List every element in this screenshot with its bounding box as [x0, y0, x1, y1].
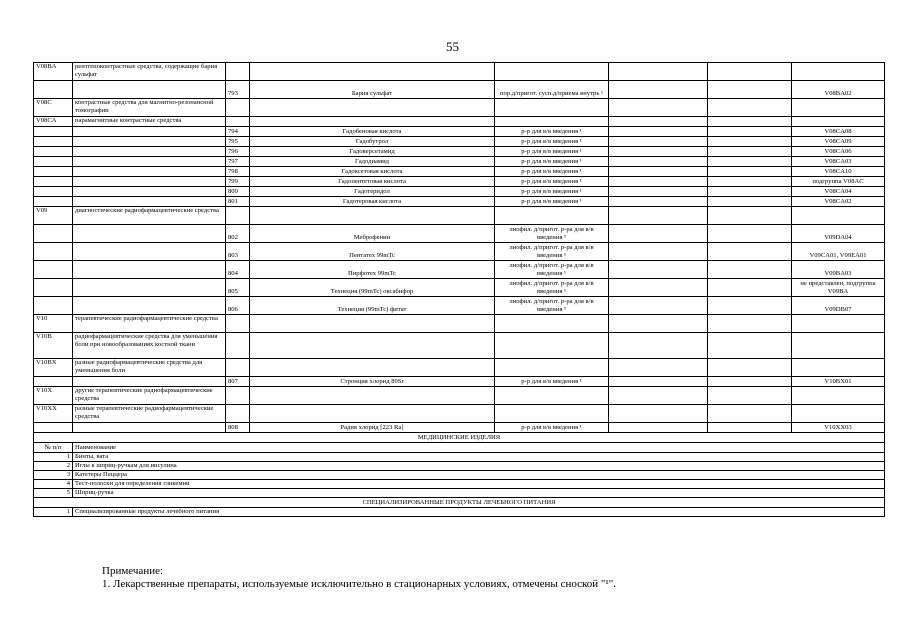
group-name-cell: контрастные средства для магнитно-резонансной томографии [73, 99, 226, 117]
empty-cell [609, 167, 708, 177]
empty-cell [708, 207, 792, 225]
table-row [34, 225, 885, 243]
dosage-form-cell [495, 63, 609, 81]
empty-cell [609, 117, 708, 127]
empty-cell [609, 387, 708, 405]
empty-cell [609, 147, 708, 157]
empty-cell [609, 297, 708, 315]
empty-cell [708, 261, 792, 279]
table-row [34, 187, 885, 197]
nutrition-name-cell: Специализированные продукты лечебного питания [73, 508, 885, 517]
group-name-cell [73, 297, 226, 315]
devices-title: МЕДИЦИНСКИЕ ИЗДЕЛИЯ [34, 433, 885, 443]
atc-code-cell: V10BX [34, 359, 73, 377]
dosage-form-cell [495, 333, 609, 359]
empty-cell [609, 137, 708, 147]
atc-subcode-cell: V08CA03 [792, 157, 885, 167]
drug-name-cell [250, 207, 495, 225]
empty-cell [609, 279, 708, 297]
atc-subcode-cell: не представлен, подгруппа V09BA [792, 279, 885, 297]
atc-code-cell [34, 127, 73, 137]
atc-subcode-cell [792, 63, 885, 81]
atc-code-cell [34, 243, 73, 261]
row-number-cell: 794 [226, 127, 250, 137]
atc-subcode-cell: V08CA04 [792, 187, 885, 197]
atc-subcode-cell: V08CA08 [792, 127, 885, 137]
group-name-cell [73, 261, 226, 279]
atc-code-cell [34, 157, 73, 167]
dosage-form-cell: лиофил. д/пригот. р-ра для в/в введения ¹ [495, 297, 609, 315]
row-number-cell: 796 [226, 147, 250, 157]
empty-cell [609, 187, 708, 197]
row-number-cell: 795 [226, 137, 250, 147]
atc-code-cell [34, 423, 73, 433]
atc-subcode-cell: подгруппа V08AC [792, 177, 885, 187]
atc-code-cell [34, 167, 73, 177]
dosage-form-cell: р-р для в/в введения ¹ [495, 127, 609, 137]
atc-code-cell: V08BA [34, 63, 73, 81]
row-number-cell [226, 387, 250, 405]
empty-cell [708, 377, 792, 387]
atc-subcode-cell: V08CA10 [792, 167, 885, 177]
device-name-cell: Иглы к шприц-ручкам для инсулина [73, 462, 885, 471]
empty-cell [609, 81, 708, 99]
atc-subcode-cell [792, 207, 885, 225]
table-row [34, 99, 885, 117]
empty-cell [708, 225, 792, 243]
drug-name-cell: Радия хлорид [223 Ra] [250, 423, 495, 433]
drug-table [33, 62, 885, 517]
drug-name-cell [250, 359, 495, 377]
table-row [34, 63, 885, 81]
group-name-cell: терапевтические радиофармацевтические средства [73, 315, 226, 333]
dosage-form-cell: р-р для в/в введения ¹ [495, 177, 609, 187]
group-name-cell [73, 225, 226, 243]
dosage-form-cell: лиофил. д/пригот. р-ра для в/в введения ¹ [495, 243, 609, 261]
page-number: 55 [446, 39, 459, 54]
table-row [34, 489, 885, 498]
atc-subcode-cell: V09DB07 [792, 297, 885, 315]
device-number-cell: 2 [34, 462, 73, 471]
device-number-cell: 3 [34, 471, 73, 480]
empty-cell [708, 63, 792, 81]
empty-cell [609, 315, 708, 333]
table-row [34, 279, 885, 297]
empty-cell [609, 207, 708, 225]
table-row [34, 167, 885, 177]
dosage-form-cell [495, 117, 609, 127]
empty-cell [708, 127, 792, 137]
drug-name-cell [250, 405, 495, 423]
dosage-form-cell: р-р для в/в введения ¹ [495, 167, 609, 177]
row-number-cell [226, 117, 250, 127]
empty-cell [609, 177, 708, 187]
devices-col-name: Наименование [73, 443, 885, 453]
table-row [34, 197, 885, 207]
dosage-form-cell [495, 207, 609, 225]
dosage-form-cell [495, 387, 609, 405]
empty-cell [708, 167, 792, 177]
group-name-cell: парамагнитные контрастные средства [73, 117, 226, 127]
empty-cell [609, 157, 708, 167]
atc-subcode-cell: V08BA02 [792, 81, 885, 99]
note-text: 1. Лекарственные препараты, используемые исключительно в стационарных условиях, отмечены сноской "¹". [102, 578, 616, 590]
atc-code-cell [34, 225, 73, 243]
empty-cell [708, 297, 792, 315]
row-number-cell [226, 333, 250, 359]
drug-name-cell: Гадопентетовая кислота [250, 177, 495, 187]
empty-cell [609, 127, 708, 137]
group-name-cell [73, 81, 226, 99]
dosage-form-cell: р-р для в/в введения ¹ [495, 197, 609, 207]
drug-name-cell [250, 99, 495, 117]
drug-name-cell: Гадодиамид [250, 157, 495, 167]
group-name-cell: другие терапевтические радиофармацевтические средства [73, 387, 226, 405]
device-number-cell: 4 [34, 480, 73, 489]
empty-cell [609, 197, 708, 207]
drug-name-cell: Стронция хлорид 89Sr [250, 377, 495, 387]
row-number-cell: 802 [226, 225, 250, 243]
group-name-cell [73, 137, 226, 147]
empty-cell [609, 333, 708, 359]
atc-subcode-cell: V08CA06 [792, 147, 885, 157]
empty-cell [708, 243, 792, 261]
atc-subcode-cell: V10XX03 [792, 423, 885, 433]
table-row [34, 480, 885, 489]
drug-name-cell [250, 387, 495, 405]
group-name-cell [73, 177, 226, 187]
atc-code-cell [34, 177, 73, 187]
drug-name-cell: Пирфотех 99mTc [250, 261, 495, 279]
table-row [34, 243, 885, 261]
table-row [34, 207, 885, 225]
table-row [34, 387, 885, 405]
atc-code-cell [34, 81, 73, 99]
drug-name-cell: Гадотеридол [250, 187, 495, 197]
nutrition-number-cell: 1 [34, 508, 73, 517]
empty-cell [609, 261, 708, 279]
empty-cell [708, 99, 792, 117]
row-number-cell: 800 [226, 187, 250, 197]
row-number-cell: 793 [226, 81, 250, 99]
empty-cell [708, 387, 792, 405]
empty-cell [708, 197, 792, 207]
dosage-form-cell: р-р для в/в введения ¹ [495, 147, 609, 157]
table-row [34, 508, 885, 517]
dosage-form-cell: р-р для в/в введения ¹ [495, 377, 609, 387]
table-row [34, 453, 885, 462]
atc-subcode-cell: V09CA01, V09EA01 [792, 243, 885, 261]
row-number-cell: 807 [226, 377, 250, 387]
group-name-cell [73, 423, 226, 433]
atc-code-cell [34, 187, 73, 197]
empty-cell [708, 315, 792, 333]
empty-cell [609, 423, 708, 433]
atc-subcode-cell [792, 333, 885, 359]
drug-name-cell [250, 63, 495, 81]
row-number-cell: 804 [226, 261, 250, 279]
empty-cell [609, 63, 708, 81]
empty-cell [609, 99, 708, 117]
table-row [34, 81, 885, 99]
table-row [34, 117, 885, 127]
nutrition-title: СПЕЦИАЛИЗИРОВАННЫЕ ПРОДУКТЫ ЛЕЧЕБНОГО ПИТАНИЯ [34, 498, 885, 508]
drug-name-cell: Технеция (99mTc) фитат [250, 297, 495, 315]
row-number-cell: 797 [226, 157, 250, 167]
row-number-cell [226, 63, 250, 81]
drug-name-cell: Гадоксетовая кислота [250, 167, 495, 177]
atc-code-cell: V10B [34, 333, 73, 359]
atc-subcode-cell: V08CA02 [792, 197, 885, 207]
group-name-cell: диагностические радиофармацевтические средства [73, 207, 226, 225]
empty-cell [609, 225, 708, 243]
row-number-cell [226, 359, 250, 377]
table-row [34, 297, 885, 315]
row-number-cell: 803 [226, 243, 250, 261]
drug-name-cell: Гадоверсетамид [250, 147, 495, 157]
dosage-form-cell: лиофил. д/пригот. р-ра для в/в введения ¹ [495, 279, 609, 297]
atc-subcode-cell: V10BX01 [792, 377, 885, 387]
devices-section-header [34, 433, 885, 443]
dosage-form-cell: пор.д/пригот. сусп.д/приема внутрь ¹ [495, 81, 609, 99]
drug-name-cell: Гадобутрол [250, 137, 495, 147]
table-row [34, 471, 885, 480]
empty-cell [708, 187, 792, 197]
atc-subcode-cell [792, 405, 885, 423]
table-row [34, 147, 885, 157]
row-number-cell: 806 [226, 297, 250, 315]
atc-code-cell [34, 377, 73, 387]
row-number-cell [226, 405, 250, 423]
atc-subcode-cell [792, 315, 885, 333]
dosage-form-cell: р-р для в/в введения ¹ [495, 423, 609, 433]
group-name-cell [73, 197, 226, 207]
atc-code-cell [34, 147, 73, 157]
atc-subcode-cell [792, 387, 885, 405]
empty-cell [708, 279, 792, 297]
empty-cell [609, 243, 708, 261]
row-number-cell: 798 [226, 167, 250, 177]
atc-subcode-cell: V08CA09 [792, 137, 885, 147]
drug-name-cell [250, 117, 495, 127]
table-row [34, 423, 885, 433]
drug-name-cell: Гадотеровая кислота [250, 197, 495, 207]
atc-code-cell: V08CA [34, 117, 73, 127]
atc-code-cell: V10X [34, 387, 73, 405]
dosage-form-cell [495, 99, 609, 117]
drug-name-cell: Пентатех 99mTc [250, 243, 495, 261]
atc-code-cell [34, 297, 73, 315]
device-name-cell: Тест-полоски для определения гликемии [73, 480, 885, 489]
group-name-cell: радиофармацевтические средства для уменьшения боли при новообразованиях костной ткани [73, 333, 226, 359]
table-row [34, 333, 885, 359]
row-number-cell: 801 [226, 197, 250, 207]
dosage-form-cell [495, 359, 609, 377]
table-row [34, 261, 885, 279]
empty-cell [708, 177, 792, 187]
atc-code-cell [34, 197, 73, 207]
note-heading: Примечание: [102, 565, 164, 577]
dosage-form-cell: лиофил. д/пригот. р-ра для в/в введения ¹ [495, 225, 609, 243]
drug-name-cell: Бария сульфат [250, 81, 495, 99]
table-row [34, 377, 885, 387]
drug-name-cell: Гадобеновая кислота [250, 127, 495, 137]
empty-cell [708, 423, 792, 433]
dosage-form-cell: лиофил. д/пригот. р-ра для в/в введения ¹ [495, 261, 609, 279]
empty-cell [708, 117, 792, 127]
footnote [102, 565, 616, 591]
device-name-cell: Шприц-ручка [73, 489, 885, 498]
atc-code-cell: V08C [34, 99, 73, 117]
nutrition-section-header [34, 498, 885, 508]
row-number-cell: 808 [226, 423, 250, 433]
atc-code-cell: V09 [34, 207, 73, 225]
empty-cell [708, 81, 792, 99]
group-name-cell [73, 167, 226, 177]
empty-cell [708, 333, 792, 359]
atc-subcode-cell [792, 99, 885, 117]
empty-cell [708, 137, 792, 147]
row-number-cell: 805 [226, 279, 250, 297]
table-row [34, 137, 885, 147]
table-row [34, 157, 885, 167]
empty-cell [708, 359, 792, 377]
dosage-form-cell: р-р для в/в введения ¹ [495, 187, 609, 197]
device-number-cell: 5 [34, 489, 73, 498]
group-name-cell [73, 279, 226, 297]
row-number-cell [226, 99, 250, 117]
row-number-cell [226, 315, 250, 333]
group-name-cell [73, 147, 226, 157]
group-name-cell [73, 127, 226, 137]
table-row [34, 127, 885, 137]
group-name-cell: разные радиофармацевтические средства для уменьшения боли [73, 359, 226, 377]
empty-cell [609, 359, 708, 377]
empty-cell [708, 405, 792, 423]
group-name-cell [73, 157, 226, 167]
atc-code-cell [34, 279, 73, 297]
devices-column-header [34, 443, 885, 453]
dosage-form-cell [495, 405, 609, 423]
table-row [34, 359, 885, 377]
dosage-form-cell [495, 315, 609, 333]
group-name-cell: разные терапевтические радиофармацевтические средства [73, 405, 226, 423]
group-name-cell [73, 377, 226, 387]
drug-name-cell: Меброфенин [250, 225, 495, 243]
table-row [34, 177, 885, 187]
drug-name-cell: Технеция (99mTc) оксабифор [250, 279, 495, 297]
atc-code-cell: V10 [34, 315, 73, 333]
table-row [34, 315, 885, 333]
group-name-cell: рентгеноконтрастные средства, содержащие бария сульфат [73, 63, 226, 81]
atc-code-cell [34, 137, 73, 147]
device-name-cell: Катетеры Пеццера [73, 471, 885, 480]
atc-subcode-cell [792, 117, 885, 127]
drug-name-cell [250, 333, 495, 359]
atc-subcode-cell: V09DA04 [792, 225, 885, 243]
devices-col-num: № п/п [34, 443, 73, 453]
empty-cell [708, 157, 792, 167]
group-name-cell [73, 187, 226, 197]
dosage-form-cell: р-р для в/в введения ¹ [495, 137, 609, 147]
atc-subcode-cell: V09BA03 [792, 261, 885, 279]
row-number-cell [226, 207, 250, 225]
empty-cell [609, 377, 708, 387]
empty-cell [708, 147, 792, 157]
table-row [34, 405, 885, 423]
atc-code-cell [34, 261, 73, 279]
device-name-cell: Бинты, вата [73, 453, 885, 462]
empty-cell [609, 405, 708, 423]
drug-name-cell [250, 315, 495, 333]
row-number-cell: 799 [226, 177, 250, 187]
atc-code-cell: V10XX [34, 405, 73, 423]
atc-subcode-cell [792, 359, 885, 377]
device-number-cell: 1 [34, 453, 73, 462]
table-row [34, 462, 885, 471]
dosage-form-cell: р-р для в/в введения ¹ [495, 157, 609, 167]
group-name-cell [73, 243, 226, 261]
